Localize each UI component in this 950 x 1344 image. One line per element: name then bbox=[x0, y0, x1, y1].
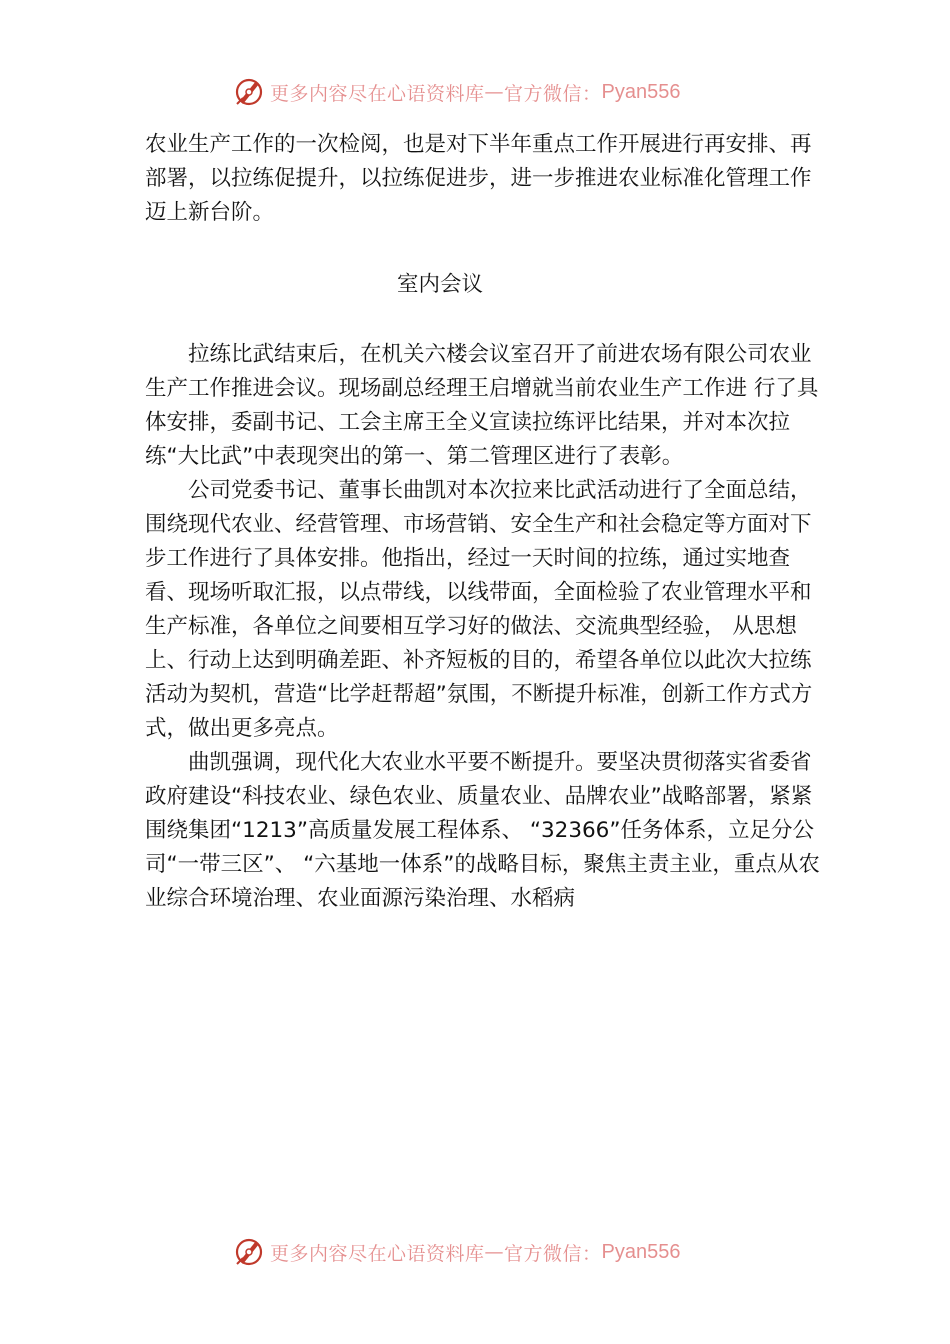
footer-separator: — bbox=[484, 1241, 505, 1263]
footer-watermark bbox=[232, 1234, 752, 1270]
intro-paragraph: 农业生产工作的一次检阅，也是对下半年重点工作开展进行再安排、再部署，以拉练促提升，以拉练促进步，进一步推进农业标准化管理工作迈上新台阶。 bbox=[145, 132, 812, 225]
footer-brand-text: 更多内容尽在心语资料库 bbox=[270, 1242, 485, 1265]
document-body bbox=[145, 128, 825, 916]
footer-wechat-id: Pyan556 bbox=[601, 1240, 681, 1263]
section-heading: 室内会议 bbox=[396, 272, 483, 297]
paragraph-summary: 公司党委书记、董事长曲凯对本次拉来比武活动进行了全面总结，围绕现代农业、经营管理、市场营销、安全生产和社会稳定等方面对下步工作进行了具体安排。他指出，经过一天时间的拉练，通过实地查看、现场听取汇报，以点带线，以线带面，全面检验了农业管理水平和生产标准，各单位之间要相互学习好的做法、交流典型经验， 从思想上、行动上达到明确差距、补齐短板的目的，希望各单位以此次大拉练活动为契机，营造“比学赶帮超”氛围，不断提升标准，创新工作方式方式，做出更多亮点。 bbox=[145, 478, 813, 741]
paragraph-meeting: 拉练比武结束后，在机关六楼会议室召开了前进农场有限公司农业生产工作推进会议。现场副总经理王启增就当前农业生产工作进 行了具体安排，委副书记、工会主席王全义宣读拉练评比结果，并对本次拉练“大比武”中表现突出的第一、第二管理区进行了表彰。 bbox=[145, 342, 819, 469]
brand-logo-icon bbox=[232, 75, 266, 109]
header-brand-text: 更多内容尽在心语资料库 bbox=[270, 82, 485, 105]
paragraph-emphasis: 曲凯强调，现代化大农业水平要不断提升。要坚决贯彻落实省委省政府建设“科技农业、绿色农业、质量农业、品牌农业”战略部署，紧紧围绕集团“1213”高质量发展工程体系、 “32366”任务体系，立足分公司“一带三区”、 “六基地一体系”的战略目标，聚焦主责主业，重点从农业综合环境治理、农业面源污染治理、水稻病 bbox=[145, 750, 820, 911]
header-wechat-id: Pyan556 bbox=[601, 80, 681, 103]
header-wechat-label: 官方微信： bbox=[504, 82, 602, 105]
footer-wechat-label: 官方微信： bbox=[504, 1242, 602, 1265]
header-watermark bbox=[232, 74, 752, 110]
brand-logo-icon bbox=[232, 1235, 266, 1269]
header-separator: — bbox=[484, 81, 505, 103]
